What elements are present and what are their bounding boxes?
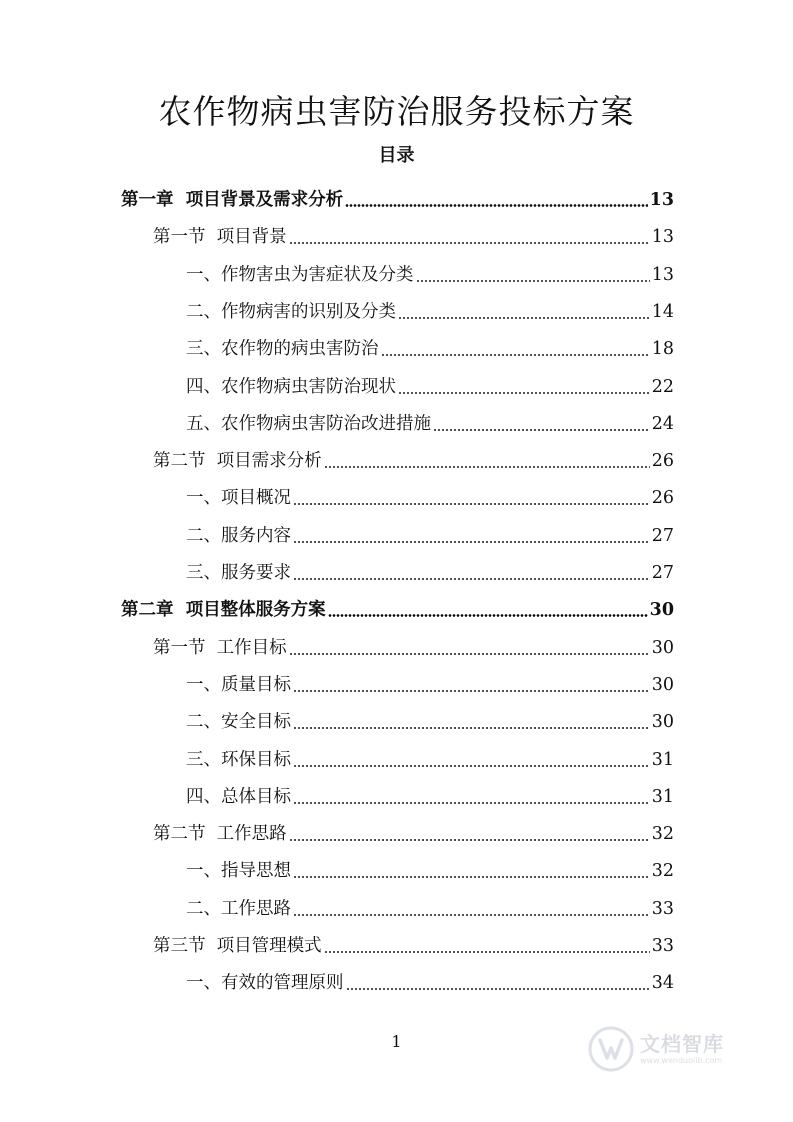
toc-entry-label: 总体目标 bbox=[221, 786, 291, 807]
toc-entry-label: 项目概况 bbox=[221, 488, 291, 509]
toc-entry-number: 一、 bbox=[186, 861, 221, 882]
toc-entry-number: 四、 bbox=[186, 376, 221, 397]
toc-entry-number: 第二章 bbox=[121, 600, 186, 621]
toc-entry[interactable] bbox=[186, 298, 674, 324]
toc-entry[interactable] bbox=[186, 261, 674, 287]
toc-entry[interactable] bbox=[153, 634, 674, 660]
toc-dot-leader bbox=[293, 802, 650, 804]
toc-entry-label: 农作物病虫害防治现状 bbox=[221, 376, 396, 397]
toc-entry-label: 质量目标 bbox=[221, 674, 291, 695]
toc-entry-page: 30 bbox=[651, 637, 674, 658]
toc-dot-leader bbox=[345, 204, 647, 207]
toc-entry-label: 项目管理模式 bbox=[216, 936, 322, 956]
toc-entry-page: 31 bbox=[651, 786, 674, 807]
toc-entry[interactable] bbox=[186, 410, 674, 436]
toc-entry-label: 安全目标 bbox=[221, 712, 291, 733]
toc-entry-number: 三、 bbox=[186, 749, 221, 770]
toc-entry-page: 13 bbox=[651, 264, 674, 285]
toc-entry-page: 33 bbox=[651, 898, 674, 919]
toc-dot-leader bbox=[293, 914, 650, 916]
toc-entry-label: 服务内容 bbox=[221, 525, 291, 546]
toc-entry-label: 服务要求 bbox=[221, 563, 291, 583]
toc-dot-leader bbox=[346, 988, 650, 990]
toc-entry-label: 项目背景 bbox=[216, 227, 287, 248]
toc-entry-number: 一、 bbox=[186, 674, 221, 695]
toc-entry-number: 一、 bbox=[186, 973, 221, 994]
toc-entry-label: 作物病害的识别及分类 bbox=[221, 301, 396, 322]
toc-entry-page: 33 bbox=[651, 936, 674, 956]
toc-dot-leader bbox=[293, 541, 650, 543]
toc-entry-label: 项目背景及需求分析 bbox=[185, 190, 344, 210]
toc-entry[interactable] bbox=[186, 857, 674, 883]
toc-entry[interactable] bbox=[121, 186, 674, 212]
toc-entry-page: 30 bbox=[649, 600, 674, 621]
toc-dot-leader bbox=[293, 876, 650, 878]
toc-entry-page: 24 bbox=[651, 413, 674, 434]
toc-entry-number: 第一节 bbox=[153, 637, 217, 658]
toc-entry-number: 三、 bbox=[186, 339, 221, 360]
toc-entry-page: 27 bbox=[651, 563, 674, 583]
toc-dot-leader bbox=[416, 280, 650, 282]
toc-entry-page: 18 bbox=[651, 339, 674, 360]
toc-dot-leader bbox=[293, 690, 650, 692]
toc-entry[interactable] bbox=[186, 522, 674, 548]
toc-entry[interactable] bbox=[186, 671, 674, 697]
toc-entry-page: 32 bbox=[651, 824, 674, 845]
toc-dot-leader bbox=[398, 392, 650, 394]
toc-dot-leader bbox=[328, 614, 648, 617]
toc-entry-page: 13 bbox=[649, 190, 674, 210]
toc-entry-label: 环保目标 bbox=[221, 749, 291, 770]
toc-entry-label: 有效的管理原则 bbox=[221, 973, 344, 994]
toc-entry[interactable] bbox=[186, 969, 674, 995]
toc-dot-leader bbox=[398, 317, 650, 319]
watermark-url: www.wenduolib.com bbox=[640, 1056, 723, 1065]
toc-entry-number: 四、 bbox=[186, 786, 221, 807]
toc-entry-page: 30 bbox=[651, 712, 674, 733]
toc-entry-number: 二、 bbox=[186, 712, 221, 733]
page-number: 1 bbox=[391, 1032, 402, 1051]
toc-entry-number: 第二节 bbox=[153, 451, 217, 472]
toc-entry[interactable] bbox=[186, 373, 674, 399]
toc-entry-number: 第二节 bbox=[153, 824, 217, 845]
toc-dot-leader bbox=[289, 839, 650, 841]
watermark-brand: 文档智库 bbox=[640, 1032, 724, 1056]
toc-entry-number: 二、 bbox=[186, 301, 221, 322]
toc-dot-leader bbox=[324, 951, 650, 953]
toc-entry[interactable] bbox=[186, 559, 674, 585]
toc-dot-leader bbox=[324, 466, 650, 468]
toc-entry-label: 工作目标 bbox=[216, 637, 287, 658]
toc-entry-page: 26 bbox=[651, 488, 674, 509]
toc-entry-number: 一、 bbox=[186, 488, 221, 509]
toc-dot-leader bbox=[293, 765, 650, 767]
toc-entry[interactable] bbox=[153, 447, 674, 473]
toc-entry-label: 工作思路 bbox=[216, 824, 287, 845]
toc-dot-leader bbox=[293, 727, 650, 729]
toc-heading: 目录 bbox=[378, 145, 415, 166]
toc-entry-number: 第三节 bbox=[153, 936, 217, 956]
toc-entry-number: 二、 bbox=[186, 898, 221, 919]
toc-entry-page: 13 bbox=[651, 227, 674, 248]
toc-dot-leader bbox=[293, 503, 650, 505]
toc-entry[interactable] bbox=[186, 783, 674, 809]
toc-entry-page: 30 bbox=[651, 674, 674, 695]
toc-entry-page: 27 bbox=[651, 525, 674, 546]
toc-entry-page: 34 bbox=[651, 973, 674, 994]
toc-entry[interactable] bbox=[153, 820, 674, 846]
toc-entry-page: 26 bbox=[651, 451, 674, 472]
watermark bbox=[588, 1022, 758, 1076]
toc-dot-leader bbox=[293, 578, 650, 580]
toc-entry[interactable] bbox=[186, 335, 674, 361]
toc-entry-label: 项目整体服务方案 bbox=[185, 600, 326, 621]
toc-dot-leader bbox=[289, 653, 650, 655]
toc-dot-leader bbox=[289, 242, 650, 244]
toc-entry[interactable] bbox=[186, 746, 674, 772]
toc-entry[interactable] bbox=[153, 932, 674, 958]
toc-entry-number: 五、 bbox=[186, 413, 221, 434]
toc-entry-label: 农作物病虫害防治改进措施 bbox=[221, 413, 431, 434]
toc-entry-page: 31 bbox=[651, 749, 674, 770]
document-title: 农作物病虫害防治服务投标方案 bbox=[158, 92, 635, 131]
toc-entry-number: 二、 bbox=[186, 525, 221, 546]
toc-entry-page: 14 bbox=[651, 301, 674, 322]
toc-entry[interactable] bbox=[186, 484, 674, 510]
toc-entry-number: 第一章 bbox=[121, 190, 186, 210]
toc-entry-page: 32 bbox=[651, 861, 674, 882]
toc-entry-page: 22 bbox=[651, 376, 674, 397]
toc-entry-label: 农作物的病虫害防治 bbox=[221, 339, 379, 360]
toc-entry-number: 三、 bbox=[186, 563, 221, 583]
wenduo-logo-icon bbox=[588, 1026, 634, 1072]
toc-entry-label: 作物害虫为害症状及分类 bbox=[221, 264, 414, 285]
toc-entry[interactable] bbox=[121, 596, 674, 622]
toc-entry-label: 工作思路 bbox=[221, 898, 291, 919]
toc-entry-number: 一、 bbox=[186, 264, 221, 285]
toc-entry[interactable] bbox=[186, 708, 674, 734]
toc-entry-number: 第一节 bbox=[153, 227, 217, 248]
toc-dot-leader bbox=[433, 429, 650, 431]
toc-entry-label: 项目需求分析 bbox=[216, 451, 322, 472]
toc-entry[interactable] bbox=[186, 895, 674, 921]
toc-entry-label: 指导思想 bbox=[221, 861, 291, 882]
toc-dot-leader bbox=[381, 354, 650, 356]
toc-entry[interactable] bbox=[153, 223, 674, 249]
